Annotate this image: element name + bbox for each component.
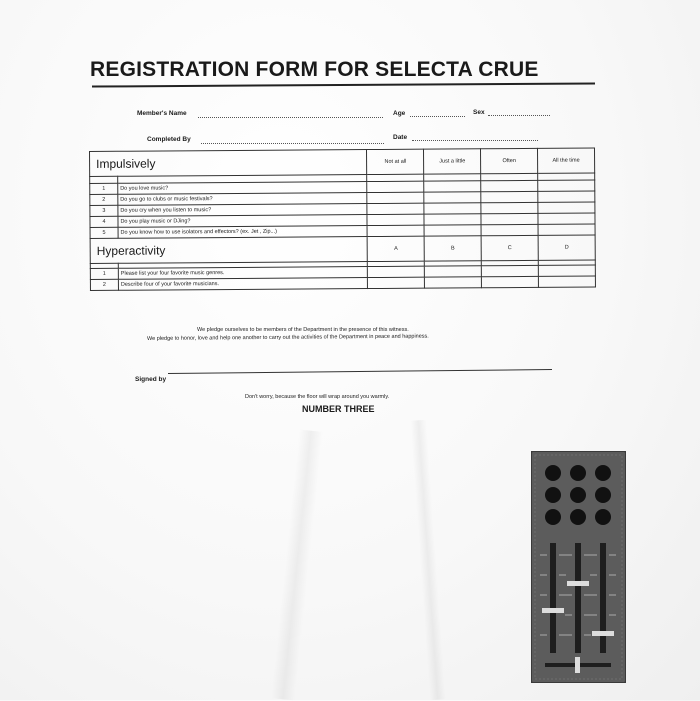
row-number: 5 xyxy=(90,227,118,238)
column-header: D xyxy=(538,235,595,260)
answer-cell[interactable] xyxy=(424,192,481,203)
column-header: All the time xyxy=(538,148,595,173)
table-row xyxy=(90,276,595,291)
answer-cell[interactable] xyxy=(424,181,481,192)
answer-cell[interactable] xyxy=(538,213,595,224)
row-number: 4 xyxy=(90,216,118,227)
pledge-line-2: We pledge to honor, love and help one another to carry out the activities of the Department in peace and happiness. xyxy=(147,333,429,342)
question-text: Do you love music? xyxy=(118,182,367,195)
members-name-label: Member's Name xyxy=(137,110,187,117)
members-name-line xyxy=(198,117,383,118)
answer-cell[interactable] xyxy=(481,213,538,224)
dj-mixer-icon xyxy=(531,451,626,683)
row-number: 1 xyxy=(90,183,118,194)
form-title: REGISTRATION FORM FOR SELECTA CRUE xyxy=(90,58,539,81)
answer-cell[interactable] xyxy=(481,180,538,191)
answer-cell[interactable] xyxy=(368,266,425,277)
completed-by-label: Completed By xyxy=(147,136,191,143)
answer-cell[interactable] xyxy=(424,203,481,214)
question-text: Do you play music or DJing? xyxy=(118,215,367,228)
column-header: A xyxy=(367,236,424,261)
date-line xyxy=(412,140,538,141)
section-title-impulsively: Impulsively xyxy=(90,150,367,177)
signature-line xyxy=(168,369,552,374)
question-text: Do you go to clubs or music festivals? xyxy=(118,193,367,206)
row-number: 1 xyxy=(90,268,118,279)
answer-cell[interactable] xyxy=(424,214,481,225)
row-number: 2 xyxy=(90,279,118,290)
answer-cell[interactable] xyxy=(538,202,595,213)
completed-by-line xyxy=(201,143,384,144)
answer-cell[interactable] xyxy=(538,180,595,191)
age-line xyxy=(410,116,465,117)
signed-by-label: Signed by xyxy=(135,376,167,383)
age-label: Age xyxy=(393,110,406,117)
title-underline xyxy=(92,82,595,87)
question-text: Do you know how to use isolators and effectors? (ex. Jet , Zip...) xyxy=(118,226,367,239)
pledge-line-1: We pledge ourselves to be members of the Department in the presence of this witness. xyxy=(197,327,409,333)
answer-cell[interactable] xyxy=(367,192,424,203)
question-text: Do you cry when you listen to music? xyxy=(118,204,367,217)
answer-cell[interactable] xyxy=(538,191,595,202)
answer-cell[interactable] xyxy=(368,277,425,288)
answer-cell[interactable] xyxy=(367,203,424,214)
answer-cell[interactable] xyxy=(425,277,482,288)
answer-cell[interactable] xyxy=(538,265,595,276)
answer-cell[interactable] xyxy=(481,191,538,202)
row-number: 3 xyxy=(90,205,118,216)
answer-cell[interactable] xyxy=(482,276,539,287)
footer-text: Don't worry, because the floor will wrap around you warmly. xyxy=(245,394,390,400)
column-header: Not at all xyxy=(367,149,424,174)
row-number: 2 xyxy=(90,194,118,205)
knob-grid xyxy=(545,465,611,525)
section-title-hyperactivity: Hyperactivity xyxy=(90,237,367,264)
column-header: B xyxy=(424,236,481,261)
answer-cell[interactable] xyxy=(424,225,481,236)
question-text: Describe four of your favorite musicians. xyxy=(118,278,367,291)
answer-cell[interactable] xyxy=(481,224,538,235)
answer-cell[interactable] xyxy=(425,266,482,277)
column-header: Just a little xyxy=(424,149,481,174)
date-label: Date xyxy=(393,134,408,141)
footer-title: NUMBER THREE xyxy=(302,404,375,414)
column-header: Often xyxy=(481,148,538,173)
answer-cell[interactable] xyxy=(481,265,538,276)
answer-cell[interactable] xyxy=(538,224,595,235)
answer-cell[interactable] xyxy=(481,202,538,213)
answer-cell[interactable] xyxy=(367,181,424,192)
questionnaire-table xyxy=(89,147,596,291)
fabric-fold xyxy=(271,429,323,700)
question-text: Please list your four favorite music genres. xyxy=(118,267,367,280)
sex-label: Sex xyxy=(473,109,485,116)
answer-cell[interactable] xyxy=(538,276,595,287)
fabric-fold xyxy=(410,420,445,700)
column-header: C xyxy=(481,235,538,260)
answer-cell[interactable] xyxy=(367,214,424,225)
answer-cell[interactable] xyxy=(367,225,424,236)
sex-line xyxy=(488,115,550,116)
